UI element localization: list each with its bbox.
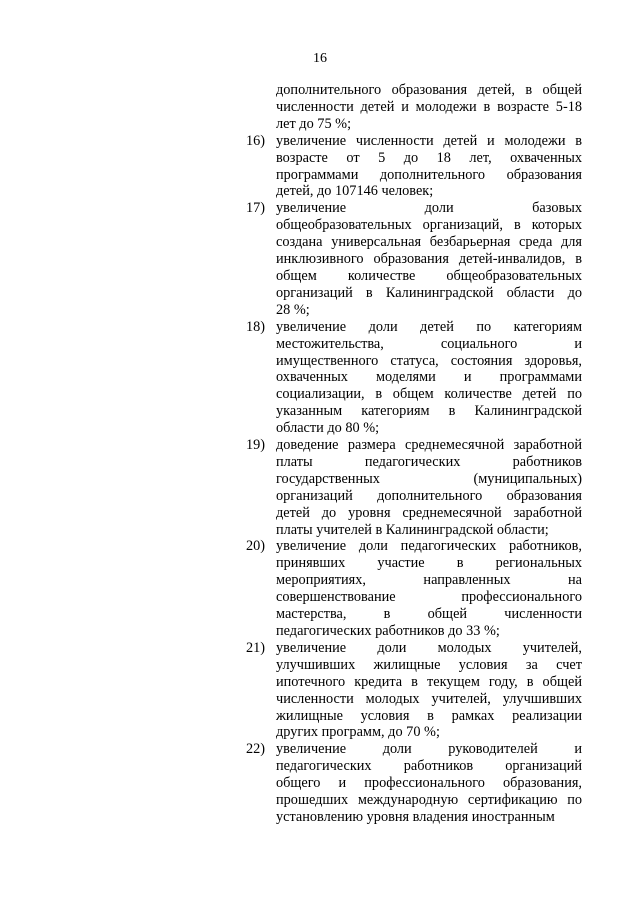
- text-line: увеличение доли педагогических работников,: [276, 538, 582, 555]
- text-line: программами дополнительного образования: [276, 166, 582, 183]
- text-line: 28 %;: [276, 301, 310, 318]
- document-body: [246, 82, 582, 826]
- text-line: социализации, в общем количестве детей по: [276, 386, 582, 403]
- list-item: [246, 640, 582, 741]
- text-line: педагогических работников до 33 %;: [276, 623, 500, 639]
- list-item: [246, 538, 582, 639]
- text-line: платы учителей в Калининградской области;: [276, 521, 549, 538]
- text-line: лет до 75 %;: [276, 115, 352, 132]
- text-line: прошедших международную сертификацию по: [276, 792, 582, 809]
- list-item-number: 21): [246, 639, 266, 656]
- text-line: увеличение доли базовых: [276, 200, 582, 217]
- text-line: создана универсальная безбарьерная среда для: [276, 234, 582, 251]
- list-item-number: 17): [246, 200, 266, 217]
- text-line: доведение размера среднемесячной заработной: [276, 437, 582, 454]
- list-item: [246, 319, 582, 437]
- text-line: численности молодых учителей, улучшивших: [276, 690, 582, 707]
- list-item: [246, 437, 582, 538]
- page-number: 16: [313, 51, 327, 66]
- text-line: мастерства, в общей численности: [276, 606, 582, 623]
- text-line: имущественного статуса, состояния здоровья,: [276, 352, 582, 369]
- text-line: общего и профессионального образования,: [276, 775, 582, 792]
- text-line: возрасте от 5 до 18 лет, охваченных: [276, 149, 582, 166]
- text-line: области до 80 %;: [276, 420, 380, 437]
- text-line: государственных (муниципальных): [276, 470, 582, 487]
- text-line: охваченных моделями и программами: [276, 369, 582, 386]
- text-line: дополнительного образования детей, в общей: [276, 82, 582, 98]
- text-line: платы педагогических работников: [276, 453, 582, 470]
- text-line: принявших участие в региональных: [276, 555, 582, 572]
- text-line: указанным категориям в Калининградской: [276, 403, 582, 420]
- text-line: ипотечного кредита в текущем году, в общей: [276, 673, 582, 690]
- text-line: детей, до 107146 человек;: [276, 183, 434, 200]
- list-item: [246, 741, 582, 826]
- list-item-number: 16): [246, 132, 266, 149]
- text-line: местожительства, социального и: [276, 335, 582, 352]
- text-line: жилищные условия в рамках реализации: [276, 707, 582, 724]
- text-line: увеличение доли руководителей и: [276, 741, 582, 758]
- text-line: увеличение доли молодых учителей,: [276, 639, 582, 656]
- text-line: инклюзивного образования детей-инвалидов, в: [276, 251, 582, 268]
- text-line: мероприятиях, направленных на: [276, 572, 582, 589]
- text-line: численности детей и молодежи в возрасте 5-18: [276, 98, 582, 115]
- list-item-number: 18): [246, 318, 266, 335]
- list-item-number: 19): [246, 437, 266, 454]
- list-item: [246, 133, 582, 201]
- list-item-number: 20): [246, 538, 266, 555]
- text-line: общеобразовательных организаций, в которых: [276, 217, 582, 234]
- text-line: организаций в Калининградской области до: [276, 284, 582, 301]
- text-line: детей до уровня среднемесячной заработной: [276, 504, 582, 521]
- text-line: других программ, до 70 %;: [276, 724, 440, 741]
- text-line: увеличение численности детей и молодежи в: [276, 132, 582, 149]
- text-line: организаций дополнительного образования: [276, 487, 582, 504]
- text-line: совершенствование профессионального: [276, 589, 582, 606]
- list-item-number: 22): [246, 741, 266, 758]
- text-line: увеличение доли детей по категориям: [276, 318, 582, 335]
- list-item: [246, 200, 582, 318]
- text-line: педагогических работников организаций: [276, 758, 582, 775]
- text-line: улучшивших жилищные условия за счет: [276, 656, 582, 673]
- text-line: установлению уровня владения иностранным: [276, 808, 555, 825]
- list-item: [246, 82, 582, 133]
- text-line: общем количестве общеобразовательных: [276, 267, 582, 284]
